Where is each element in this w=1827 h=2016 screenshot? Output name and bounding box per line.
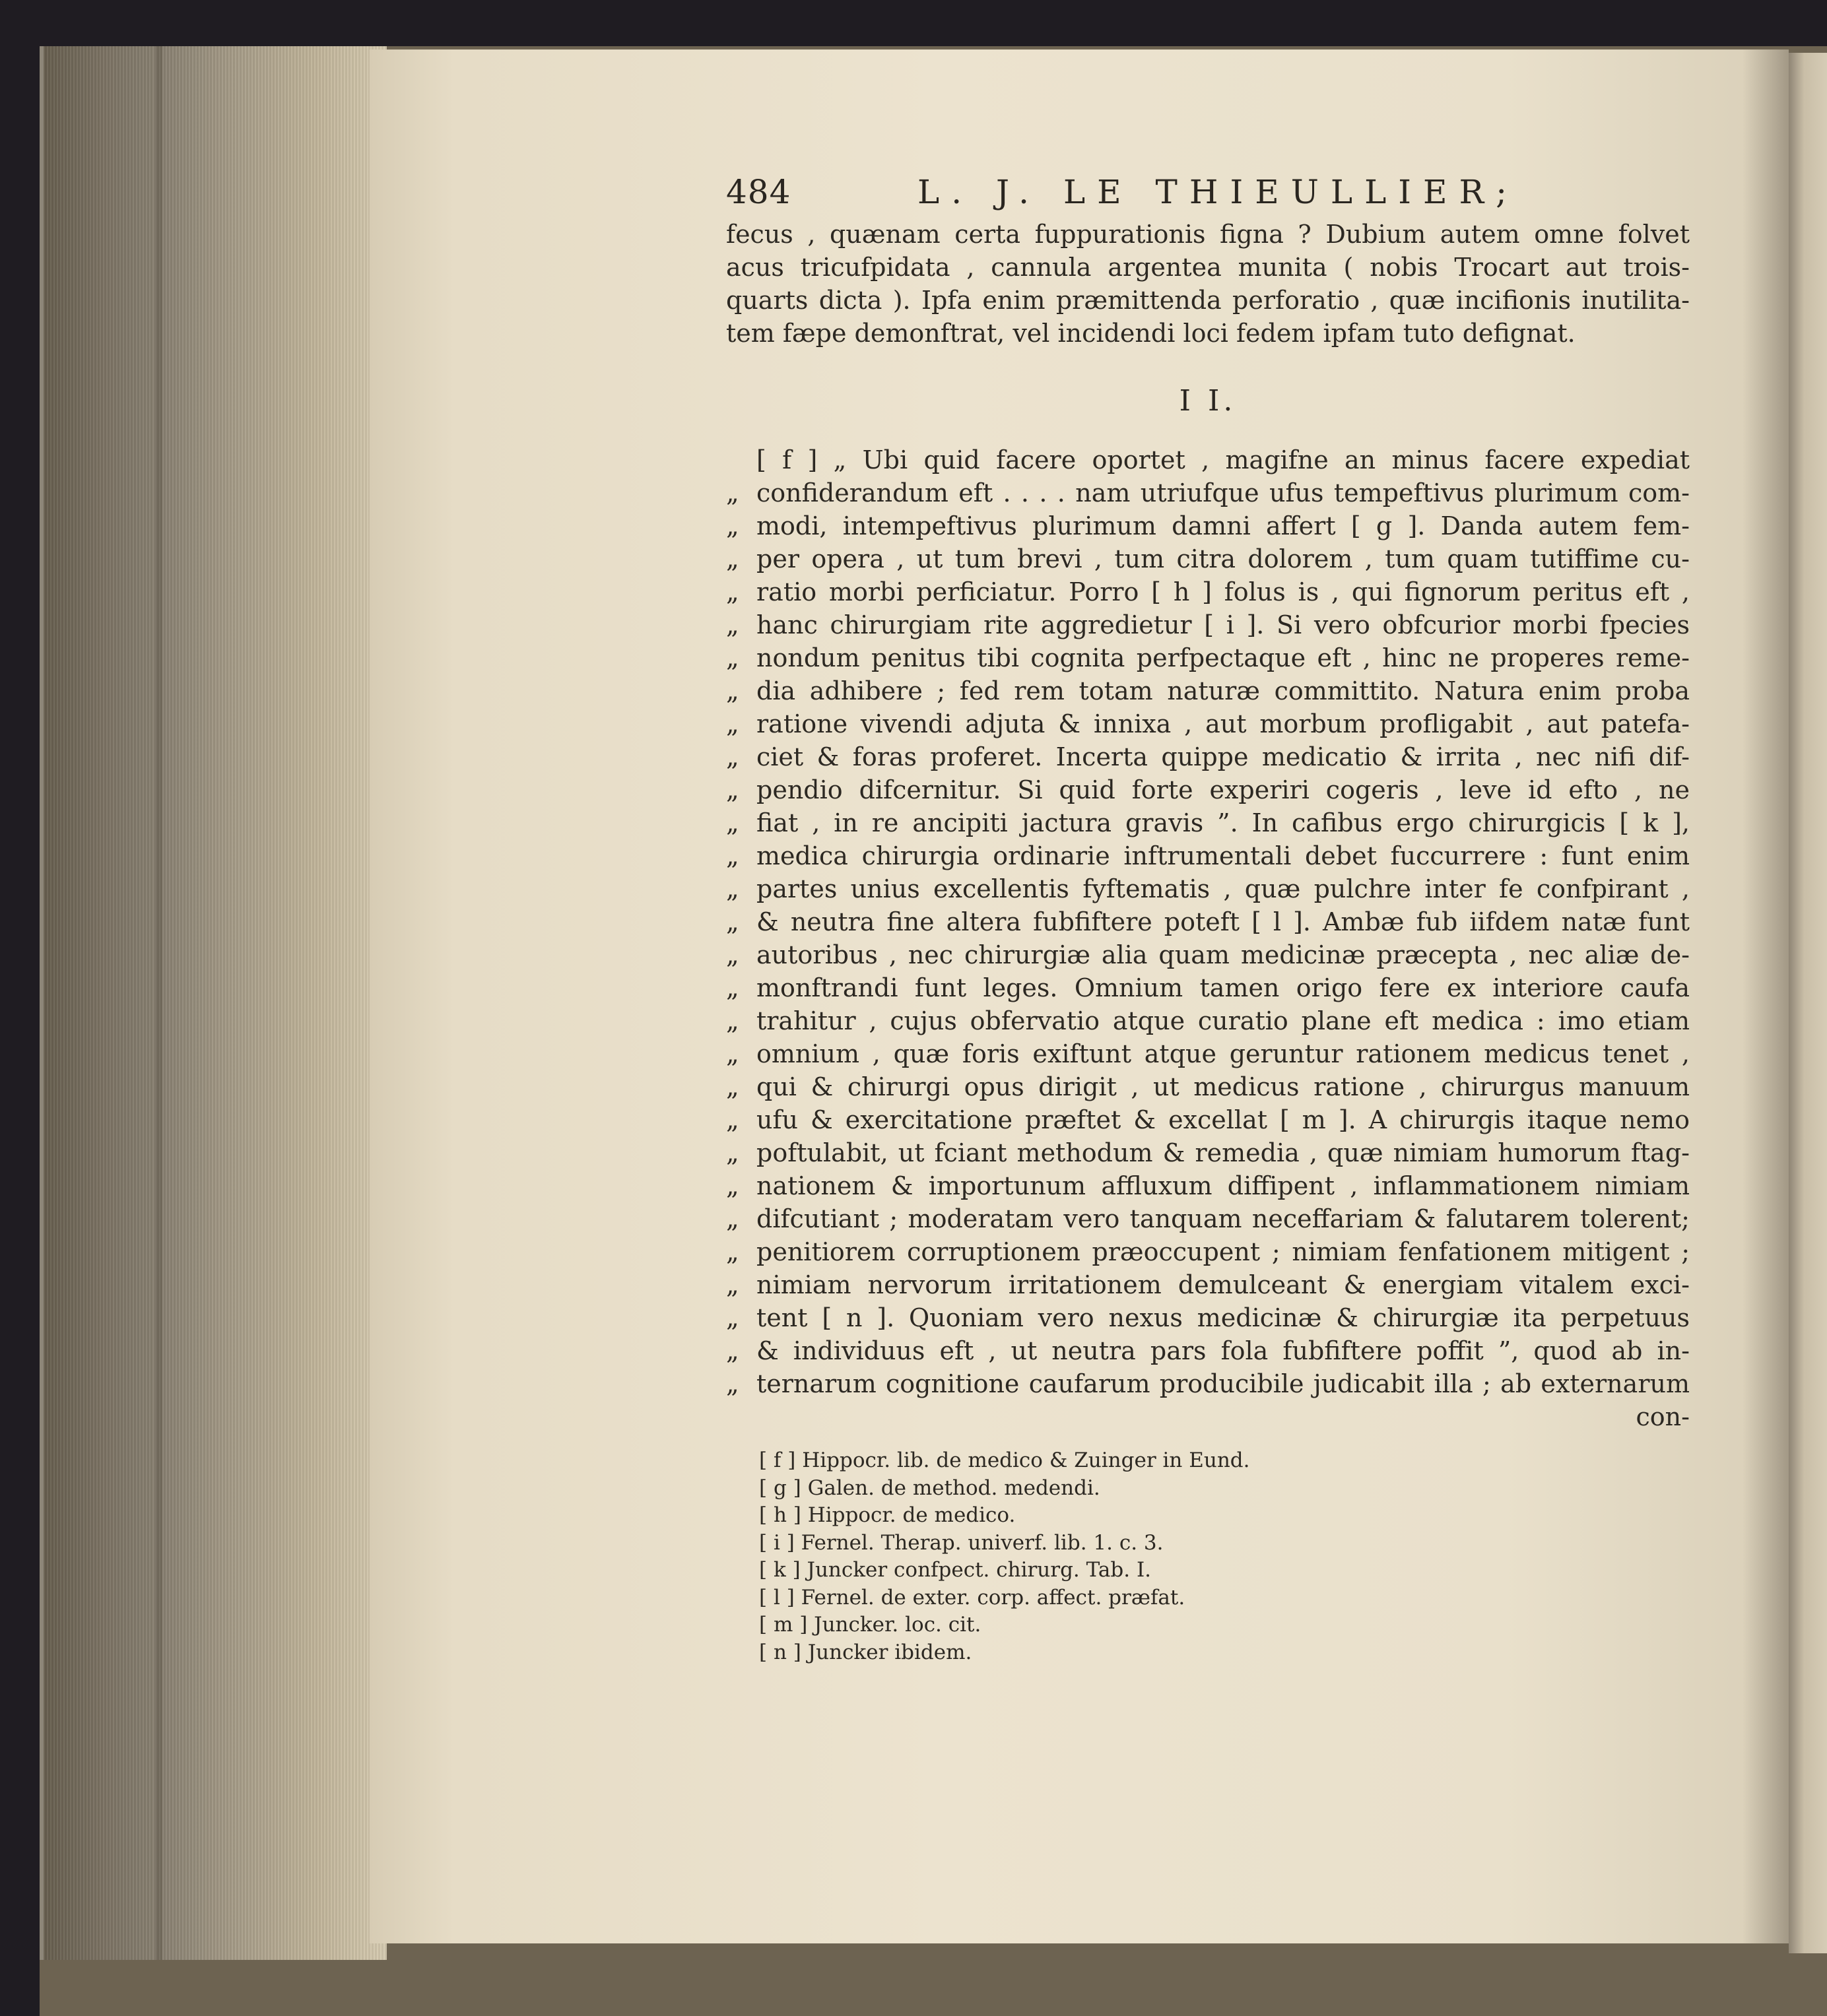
body-line <box>726 1103 1690 1136</box>
body-line <box>726 905 1690 938</box>
page-header <box>726 173 1690 215</box>
quote-mark: „ <box>726 478 739 507</box>
quote-mark: „ <box>726 841 739 870</box>
body-line <box>726 1235 1690 1268</box>
footnote: [ i ] Fernel. Therap. univerf. lib. 1. c. 3. <box>759 1530 1164 1555</box>
quote-mark: „ <box>726 1336 739 1365</box>
body-line <box>726 872 1690 905</box>
body-line-text: modi, intempeftivus plurimum damni affert [ g ]. Danda autem fem- <box>756 511 1690 540</box>
quote-mark: „ <box>726 643 739 672</box>
quote-mark: „ <box>726 874 739 903</box>
body-line-text: medica chirurgia ordinarie inftrumentali debet fuccurrere : funt enim <box>756 841 1690 870</box>
quote-mark <box>726 443 756 476</box>
body-line <box>726 1334 1690 1367</box>
intro-line: quarts dicta ). Ipfa enim præmittenda perforatio , quæ incifionis inutilita- <box>726 286 1690 315</box>
quote-mark: „ <box>726 1237 739 1266</box>
body-line <box>726 707 1690 740</box>
footnote: [ k ] Juncker confpect. chirurg. Tab. I. <box>759 1558 1152 1582</box>
body-line-text: [ f ] „ Ubi quid facere oportet , magifne an minus facere expediat <box>756 445 1690 474</box>
body-line <box>726 674 1690 707</box>
intro-line: fecus , quænam certa fuppurationis figna ? Dubium autem omne folvet <box>726 220 1690 249</box>
body-line-text: nondum penitus tibi cognita perfpectaque eft , hinc ne properes reme- <box>756 643 1690 672</box>
body-line <box>726 773 1690 806</box>
body-line <box>726 575 1690 608</box>
body-line <box>726 542 1690 575</box>
body-line <box>726 1268 1690 1301</box>
body-line <box>726 806 1690 839</box>
body-line <box>726 1004 1690 1037</box>
body-line-text: nationem & importunum affluxum diffipent , inflammationem nimiam <box>756 1171 1690 1200</box>
footnote: [ m ] Juncker. loc. cit. <box>759 1613 981 1637</box>
body-line-text: omnium , quæ foris exiftunt atque geruntur rationem medicus tenet , <box>756 1039 1690 1068</box>
quote-mark: „ <box>726 709 739 738</box>
body-line-text: nimiam nervorum irritationem demulceant & energiam vitalem exci- <box>756 1270 1690 1299</box>
right-page-edge <box>1789 53 1827 1953</box>
quote-mark: „ <box>726 1072 739 1101</box>
body-line-text: poftulabit, ut fciant methodum & remedia , quæ nimiam humorum ftag- <box>756 1138 1690 1167</box>
quote-mark: „ <box>726 808 739 837</box>
body-paragraph <box>726 443 1690 1433</box>
body-line-text: & neutra fine altera fubfiftere poteft [ l ]. Ambæ fub iifdem natæ funt <box>756 907 1690 936</box>
quote-mark: „ <box>726 940 739 969</box>
footnote: [ g ] Galen. de method. medendi. <box>759 1476 1100 1500</box>
body-line-text: hanc chirurgiam rite aggredietur [ i ]. Si vero obfcurior morbi fpecies <box>756 610 1690 639</box>
quote-mark: „ <box>726 1006 739 1035</box>
body-line-text: penitiorem corruptionem præoccupent ; nimiam fenfationem mitigent ; <box>756 1237 1690 1266</box>
quote-mark: „ <box>726 907 739 936</box>
body-line <box>726 1169 1690 1202</box>
quote-mark: „ <box>726 610 739 639</box>
body-line <box>726 1136 1690 1169</box>
body-line-text: tent [ n ]. Quoniam vero nexus medicinæ & chirurgiæ ita perpetuus <box>756 1303 1690 1332</box>
body-line <box>726 476 1690 509</box>
quote-mark: „ <box>726 577 739 606</box>
quote-mark: „ <box>726 1171 739 1200</box>
quote-mark: „ <box>726 511 739 540</box>
quote-mark: „ <box>726 1105 739 1134</box>
body-line-text: ratio morbi perficiatur. Porro [ h ] folus is , qui fignorum peritus eft , <box>756 577 1690 606</box>
body-line <box>726 608 1690 641</box>
body-line-text: & individuus eft , ut neutra pars fola fubfiftere poffit ”, quod ab in- <box>756 1336 1690 1365</box>
page-block-fore-edge <box>40 46 387 1960</box>
footnote: [ f ] Hippocr. lib. de medico & Zuinger in Eund. <box>759 1448 1250 1472</box>
body-line-text: monftrandi funt leges. Omnium tamen origo fere ex interiore caufa <box>756 973 1690 1002</box>
body-line-text: ternarum cognitione caufarum producibile judicabit illa ; ab externarum <box>756 1369 1690 1398</box>
body-line <box>726 1037 1690 1070</box>
quote-mark: „ <box>726 1270 739 1299</box>
body-line-text: dia adhibere ; fed rem totam naturæ committito. Natura enim proba <box>756 676 1690 705</box>
body-line <box>726 443 1690 476</box>
intro-paragraph <box>726 218 1690 350</box>
footnote: [ l ] Fernel. de exter. corp. affect. præfat. <box>759 1585 1185 1610</box>
body-line <box>726 641 1690 674</box>
body-line <box>726 938 1690 971</box>
body-line-text: trahitur , cujus obfervatio atque curatio plane eft medica : imo etiam <box>756 1006 1690 1035</box>
body-line-text: pendio difcernitur. Si quid forte experiri cogeris , leve id efto , ne <box>756 775 1690 804</box>
body-line <box>726 1367 1690 1400</box>
body-line-text: autoribus , nec chirurgiæ alia quam medicinæ præcepta , nec aliæ de- <box>756 940 1690 969</box>
body-line-text: confiderandum eft . . . . nam utriufque ufus tempeftivus plurimum com- <box>756 478 1690 507</box>
body-line-text: fiat , in re ancipiti jactura gravis ”. In cafibus ergo chirurgicis [ k ], <box>756 808 1690 837</box>
footnotes <box>759 1447 1617 1666</box>
quote-mark: „ <box>726 676 739 705</box>
quote-mark: „ <box>726 973 739 1002</box>
body-line <box>726 509 1690 542</box>
quote-mark: „ <box>726 1138 739 1167</box>
section-heading: I I. <box>1179 384 1237 418</box>
body-line <box>726 1301 1690 1334</box>
quote-mark: „ <box>726 742 739 771</box>
body-line <box>726 1202 1690 1235</box>
body-line-text: per opera , ut tum brevi , tum citra dolorem , tum quam tutiffime cu- <box>756 544 1690 573</box>
footnote: [ n ] Juncker ibidem. <box>759 1640 972 1664</box>
intro-line: acus tricufpidata , cannula argentea munita ( nobis Trocart aut trois- <box>726 253 1690 282</box>
footnote: [ h ] Hippocr. de medico. <box>759 1503 1016 1527</box>
quote-mark: „ <box>726 1039 739 1068</box>
quote-mark: „ <box>726 1303 739 1332</box>
fore-edge-band <box>156 46 162 1960</box>
body-line <box>726 1070 1690 1103</box>
catchword: con- <box>1636 1402 1690 1431</box>
quote-mark: „ <box>726 1204 739 1233</box>
intro-line: tem fæpe demonftrat, vel incidendi loci fedem ipfam tuto defignat. <box>726 319 1576 348</box>
body-line-text: ratione vivendi adjuta & innixa , aut morbum profligabit , aut patefa- <box>756 709 1690 738</box>
running-head: L. J. LE THIEULLIER; <box>917 173 1519 211</box>
quote-mark: „ <box>726 544 739 573</box>
page-number: 484 <box>726 173 791 211</box>
body-line-text: qui & chirurgi opus dirigit , ut medicus ratione , chirurgus manuum <box>756 1072 1690 1101</box>
body-line-text: ciet & foras proferet. Incerta quippe medicatio & irrita , nec nifi dif- <box>756 742 1690 771</box>
quote-mark: „ <box>726 775 739 804</box>
body-line-text: difcutiant ; moderatam vero tanquam neceffariam & falutarem tolerent; <box>756 1204 1690 1233</box>
gutter-shadow <box>1743 49 1789 1943</box>
body-line-text: partes unius excellentis fyftematis , quæ pulchre inter fe confpirant , <box>756 874 1690 903</box>
body-line <box>726 740 1690 773</box>
body-line <box>726 839 1690 872</box>
quote-mark: „ <box>726 1369 739 1398</box>
body-line <box>726 971 1690 1004</box>
body-line-text: ufu & exercitatione præftet & excellat [ m ]. A chirurgis itaque nemo <box>756 1105 1690 1134</box>
